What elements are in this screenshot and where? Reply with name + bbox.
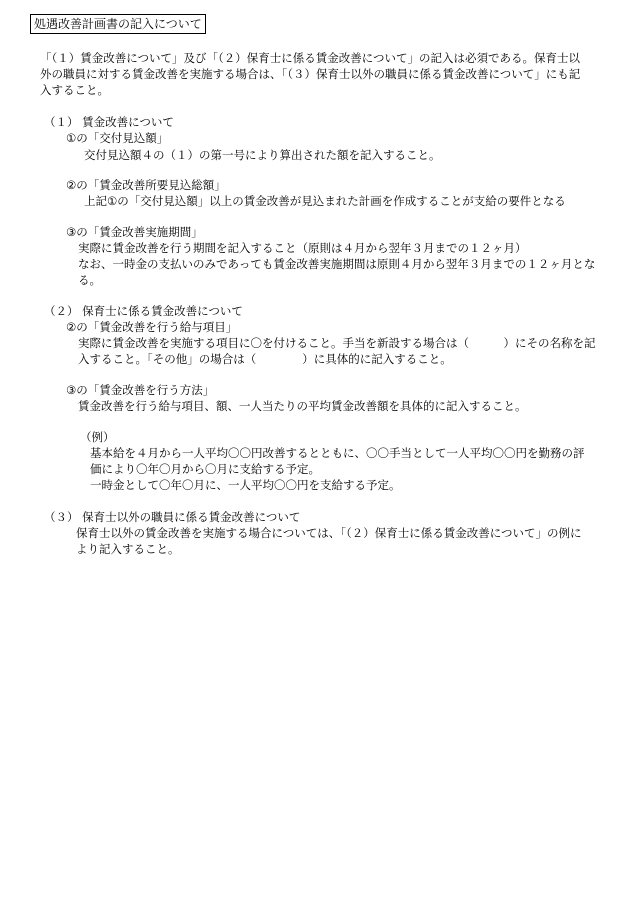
intro-line: 外の職員に対する賃金改善を実施する場合は、「（３）保育士以外の職員に係る賃金改善について」にも記 (40, 67, 581, 81)
section1-item1-heading: ①の「交付見込額」 (66, 131, 169, 145)
section1-item2-text: 上記①の「交付見込額」以上の賃金改善が見込まれた計画を作成することが支給の要件となる (84, 194, 566, 208)
section3-text: より記入すること。 (76, 542, 180, 556)
section3-heading: （３） 保育士以外の職員に係る賃金改善について (44, 510, 301, 524)
section2-heading: （２） 保育士に係る賃金改善について (44, 304, 243, 318)
section1-heading: （１） 賃金改善について (44, 115, 174, 129)
page-title: 処遇改善計画書の記入について (30, 14, 206, 34)
example-line: 一時金として〇年〇月に、一人平均〇〇円を支給する予定。 (90, 478, 401, 492)
section2-item2-text: 実際に賃金改善を実施する項目に〇を付けること。手当を新設する場合は（ ）にその名称を記 (78, 336, 596, 350)
intro-line: 入すること。 (40, 83, 109, 97)
example-line: 基本給を４月から一人平均〇〇円改善するとともに、〇〇手当として一人平均〇〇円を勤務の評 (90, 446, 585, 460)
section1-item3-text: なお、一時金の支払いのみであっても賃金改善実施期間は原則４月から翌年３月までの１２ヶ月とな (78, 257, 596, 271)
section1-item3-heading: ③の「賃金改善実施期間」 (66, 225, 203, 239)
example-label: （例） (80, 430, 115, 444)
section1-item3-text: る。 (78, 273, 101, 287)
example-line: 価により〇年〇月から〇月に支給する予定。 (90, 462, 320, 476)
section2-item2-heading: ②の「賃金改善を行う給与項目」 (66, 320, 238, 334)
section3-text: 保育士以外の賃金改善を実施する場合については、「（２）保育士に係る賃金改善について」の例に (76, 526, 582, 540)
section2-item3-text: 賃金改善を行う給与項目、額、一人当たりの平均賃金改善額を具体的に記入すること。 (78, 399, 527, 413)
intro-line: 「（１）賃金改善について」及び「（２）保育士に係る賃金改善について」の記入は必須である。保育士以 (40, 51, 581, 65)
section2-item2-text: 入すること。「その他」の場合は（ ）に具体的に記入すること。 (78, 352, 452, 366)
section2-item3-heading: ③の「賃金改善を行う方法」 (66, 383, 215, 397)
section1-item3-text: 実際に賃金改善を行う期間を記入すること（原則は４月から翌年３月までの１２ヶ月） (78, 241, 527, 255)
section1-item1-text: 交付見込額４の（１）の第一号により算出された額を記入すること。 (84, 148, 441, 162)
section1-item2-heading: ②の「賃金改善所要見込総額」 (66, 178, 226, 192)
